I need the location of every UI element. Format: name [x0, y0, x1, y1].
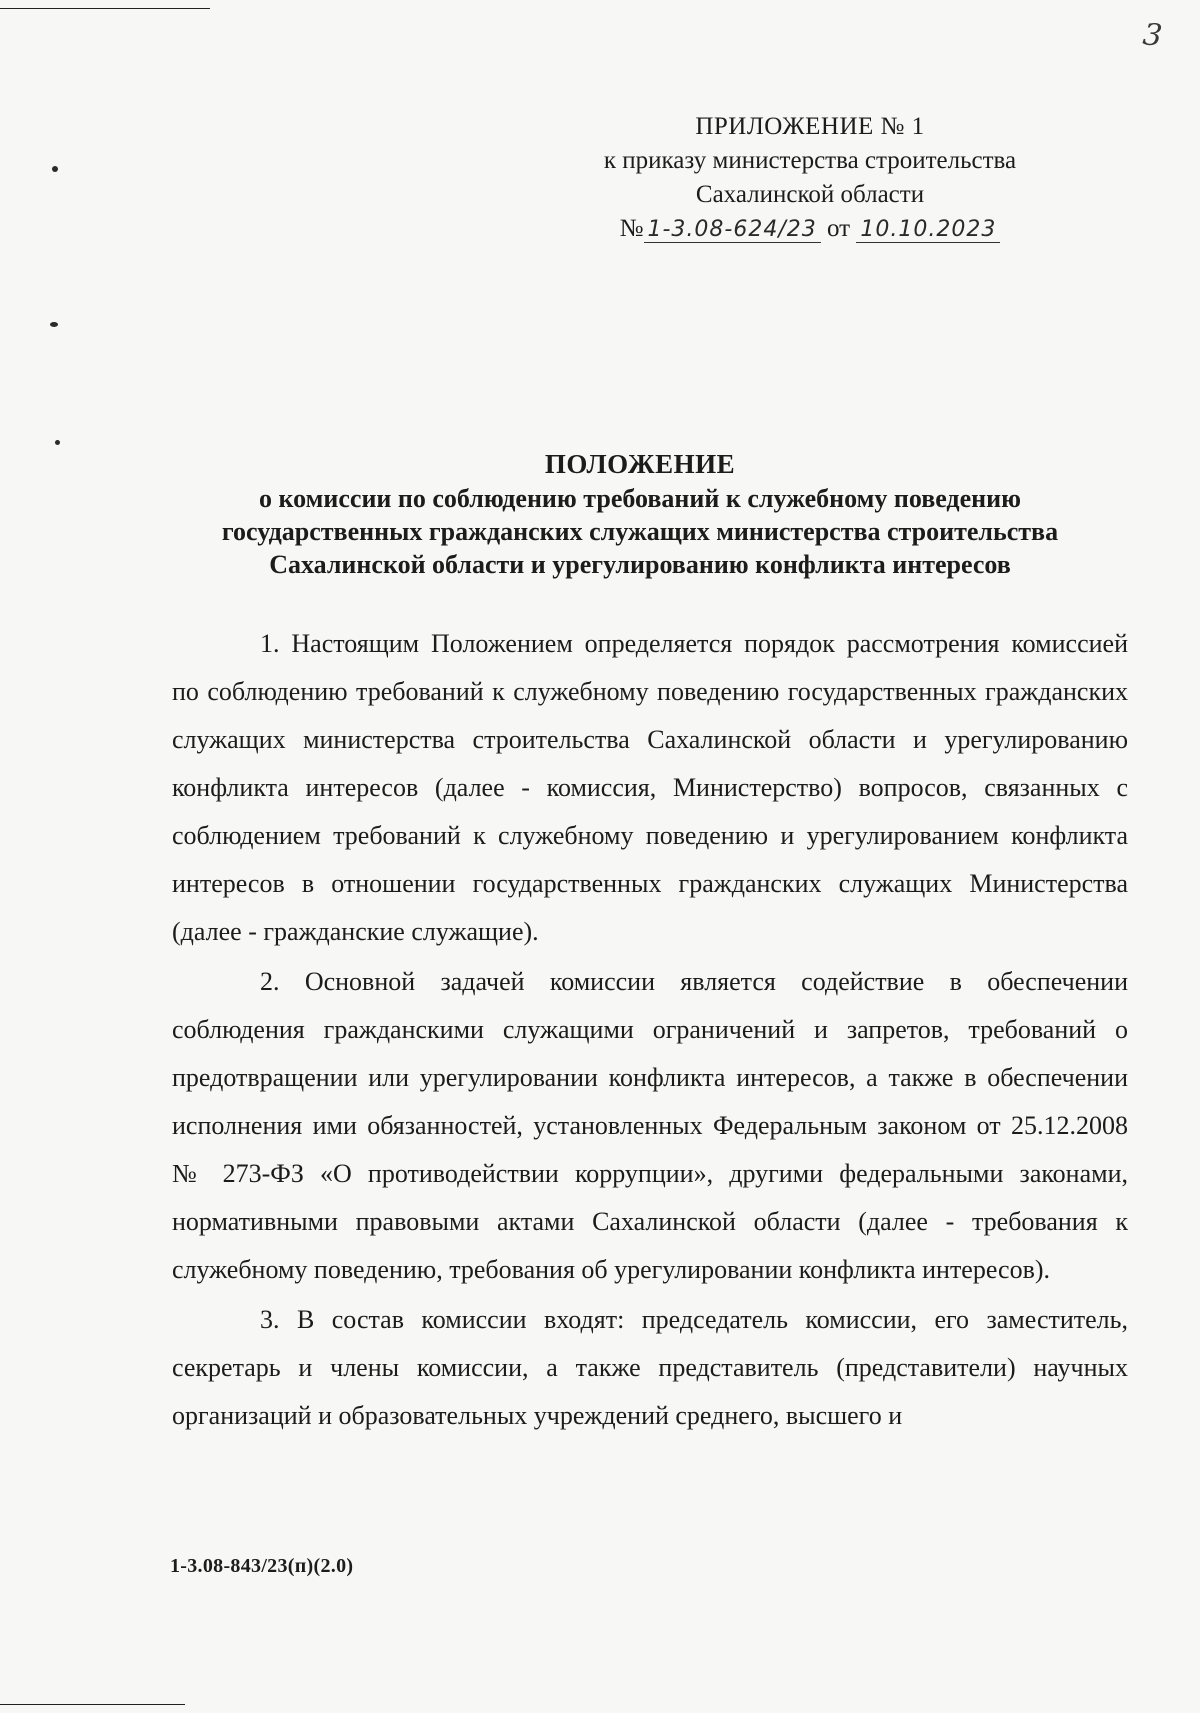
paragraph-2: 2. Основной задачей комиссии является содействие в обеспечении соблюдения гражданскими служащими ограничений и запретов, требований о предотвращении или урегулировании конфликта интересов, а также в обеспечении исполнения ими обязанностей, установленных Федеральным законом от 25.12.2008 № 273-ФЗ «О противодействии коррупции», другими федеральными законами, нормативными правовыми актами Сахалинской области (далее - требования к служебному поведению, требования об урегулировании конфликта интересов). [172, 967, 1128, 1284]
document-body [172, 620, 1128, 1442]
scan-edge-top [0, 8, 210, 9]
date-prefix: от [827, 215, 851, 242]
annex-order-reference: к приказу министерства строительства [603, 147, 1017, 174]
annex-order-number-line [620, 212, 1001, 247]
scan-speck [52, 166, 58, 172]
document-registration-code: 1-3.08-843/23(п)(2.0) [170, 1555, 354, 1577]
handwritten-order-number: 1-3.08-624/23 [644, 217, 821, 243]
number-prefix: № [619, 215, 644, 242]
annex-region: Сахалинской области [695, 181, 925, 208]
document-subtitle-line-2: государственных гражданских служащих министерства строительства [221, 517, 1059, 546]
page-number: 3 [1141, 17, 1164, 54]
annex-heading: ПРИЛОЖЕНИЕ № 1 [695, 113, 925, 140]
scan-speck [55, 440, 60, 445]
document-title: ПОЛОЖЕНИЕ [544, 449, 736, 479]
document-subtitle-line-3: Сахалинской области и урегулированию конфликта интересов [269, 550, 1011, 579]
paragraph-3: 3. В состав комиссии входят: председатель комиссии, его заместитель, секретарь и члены комиссии, а также представитель (представители) научных организаций и образовательных учреждений среднего, высшего и [172, 1305, 1128, 1430]
annex-block [560, 110, 1060, 247]
paragraph-1: 1. Настоящим Положением определяется порядок рассмотрения комиссией по соблюдению требований к служебному поведению государственных гражданских служащих министерства строительства Сахалинской области и урегулированию конфликта интересов (далее - комиссия, Министерство) вопросов, связанных с соблюдением требований к служебному поведению и урегулированием конфликта интересов в отношении государственных гражданских служащих Министерства (далее - гражданские служащие). [172, 629, 1128, 946]
scan-speck [50, 322, 58, 327]
scan-edge-bottom [0, 1704, 185, 1705]
document-title-block [160, 448, 1120, 581]
handwritten-order-date: 10.10.2023 [856, 217, 1000, 243]
document-subtitle-line-1: о комиссии по соблюдению требований к служебному поведению [259, 484, 1021, 513]
